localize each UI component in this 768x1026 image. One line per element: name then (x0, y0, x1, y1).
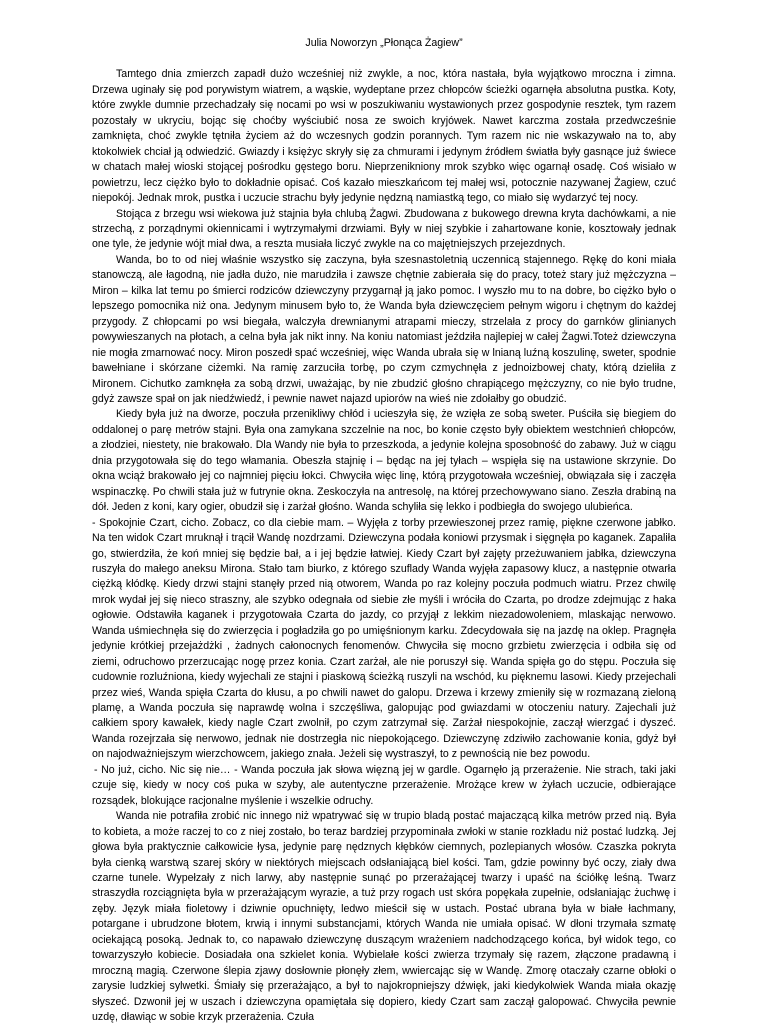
document-page (92, 36, 676, 1026)
paragraph-4: Kiedy była już na dworze, poczuła przenikliwy chłód i ucieszyła się, że wzięła ze sobą sweter. Puściła się biegiem do oddalonej o parę metrów stajni. Była ona zamykana szczelnie na noc, bo konie często były obiektem westchnień chłopców, a złodziei, niestety, nie brakowało. Dla Wandy nie była to przeszkoda, a jedynie kolejna sposobność do zabawy. Już w ciągu dnia przygotowała się do tego włamania. Obeszła stajnię i – będąc na jej tyłach – wspięła się na ustawione skrzynie. Do okna wciąż brakowało jej co najmniej pięciu łokci. Chwyciła więc linę, którą przygotowała wcześniej, obwiązała się i zaczęła wspinaczkę. Po chwili stała już w futrynie okna. Zeskoczyła na antresolę, na której przechowywano siano. Zeszła drabiną na dół. Jeden z koni, kary ogier, obudził się i zarżał głośno. Wanda schyliła się lekko i podbiegła do swojego ulubieńca. (92, 408, 676, 514)
paragraph-1: Tamtego dnia zmierzch zapadł dużo wcześniej niż zwykle, a noc, która nastała, była wyjątkowo mroczna i zimna. Drzewa uginały się pod porywistym wiatrem, a wąskie, wydeptane przez chłopców ścieżki ogarnęła absolutna pustka. Koty, które zwykle dumnie przechadzały się nocami po wsi w poszukiwaniu wystawionych przez gospodynie resztek, tym razem pozostały w ukryciu, bojąc się choćby wyściubić nosa ze swoich kryjówek. Nawet karczma została przedwcześnie zamknięta, choć zwykle tętniła życiem aż do wczesnych godzin porannych. Tym razem nic nie wskazywało na to, aby ktokolwiek chciał ją odwiedzić. Gwiazdy i księżyc skryły się za chmurami i jedynym źródłem światła były gasnące już świece w chatach małej wioski stojącej pośrodku gęstego boru. Nieprzenikniony mrok szybko więc ogarnął osadę. Coś wisiało w powietrzu, lecz ciężko było to dokładnie opisać. Coś kazało mieszkańcom tej małej wsi, potocznie nazywanej Żagiew, czuć niepokój. Jednak mrok, pustka i uczucie strachu były jedynie nędzną namiastką tego, co miało się wydarzyć tej nocy. (92, 68, 676, 205)
paragraph-7: Wanda nie potrafiła zrobić nic innego niż wpatrywać się w trupio bladą postać majaczącą kilka metrów przed nią. Była to kobieta, a może raczej to co z niej zostało, bo teraz bardziej przypominała zwłoki w stanie rozkładu niż postać ludzką. Jej głowa była praktycznie całkowicie łysa, jedynie parę nędznych kłębków ciemnych, pozlepianych włosów. Czaszka pokryta była cienką warstwą szarej skóry w niektórych miejscach odsłaniającą biel kości. Tam, gdzie powinny być oczy, ziały dwa czarne tunele. Wypełzały z nich larwy, aby następnie sunąć po przerażającej twarzy i upaść na ściółkę leśną. Twarz straszydła rozciągnięta była w przerażającym wyrazie, a tuż przy rogach ust skóra popękała zupełnie, odsłaniając żuchwę i zęby. Język miała fioletowy i dziwnie opuchnięty, ledwo mieścił się w ustach. Postać ubrana była w białe łachmany, potargane i ubrudzone błotem, krwią i innymi substancjami, których Wanda nie umiała opisać. W dłoni trzymała szmatę ociekającą posoką. Jednak to, co napawało dziewczynę duszącym wrażeniem nadchodzącego końca, był widok tego, co towarzyszyło kobiecie. Dosiadała ona szkielet konia. Wybielałe kości zwierza trzymały się razem, złączone pradawną i mroczną magią. Czerwone ślepia zjawy dosłownie płonęły złem, wwiercając się w Wandę. Zmorę otaczały czarne obłoki o zarysie ludzkiej sylwetki. Śmiały się przerażająco, a był to najokropniejszy dźwięk, jaki kiedykolwiek Wanda miała okazję słyszeć. Dzwonił jej w uszach i dziewczyna opamiętała się dopiero, kiedy Czart sam zaczął galopować. Chwyciła pewnie uzdę, dławiąc w sobie krzyk przerażenia. Czuła (92, 810, 676, 1024)
paragraph-5-dialogue: - Spokojnie Czart, cicho. Zobacz, co dla ciebie mam. – Wyjęła z torby przewieszonej przez ramię, piękne czerwone jabłko. Na ten widok Czart mruknął i trącił Wandę nozdrzami. Dziewczyna podała koniowi przysmak i sięgnęła po kaganek. Zapaliła go, stwierdziła, że koń mniej się będzie bał, a i jej będzie łatwiej. Kiedy Czart był zajęty przeżuwaniem jabłka, dziewczyna ruszyła do małego aneksu Mirona. Stało tam biurko, z którego szuflady Wanda wyjęła zapasowy klucz, a następnie otwarła ciężką kłódkę. Kiedy drzwi stajni stanęły przed nią otworem, Wanda po raz kolejny poczuła podmuch wiatru. Przez chwilę mrok wydał jej się nieco straszny, ale szybko odegnała od siebie złe myśli i wróciła do Czarta, po drodze zdejmując z haka ogłowie. Odstawiła kaganek i przygotowała Czarta do jazdy, co przyjął z lekkim niezadowoleniem, mlaskając nerwowo. Wanda uśmiechnęła się do zwierzęcia i pogładziła go po umięśnionym karku. Zdecydowała się na jazdę na oklep. Pragnęła jedynie krótkiej przejażdżki , żadnych całonocnych fenomenów. Chwyciła się mocno grzbietu zwierzęcia i odbiła się od ziemi, odruchowo przerzucając nogę przez konia. Czart zarżał, ale nie poruszył się. Wanda spięła go do stępu. Poczuła się cudownie rozluźniona, kiedy wyjechali ze stajni i piaskową ścieżką ruszyli na wschód, ku pięknemu lasowi. Kiedy przejechali przez wieś, Wanda spięła Czarta do kłusu, a po chwili nawet do galopu. Drzewa i krzewy zmieniły się w rozmazaną zieloną plamę, a Wanda poczuła się naprawdę wolna i szczęśliwa, galopując pod gwiazdami w otoczeniu natury. Zajechali już całkiem spory kawałek, kiedy nagle Czart zwolnił, po czym zatrzymał się. Zarżał niespokojnie, zaczął wierzgać i dyszeć. Wanda rozejrzała się nerwowo, jednak nie dostrzegła nic niepokojącego. Dziewczynę zdziwiło zachowanie konia, gdyż był on najodważniejszym wierzchowcem, jakiego znała. Jeżeli się wystraszył, to z pewnością nie bez powodu. (92, 516, 676, 761)
paragraph-2: Stojąca z brzegu wsi wiekowa już stajnia była chlubą Żagwi. Zbudowana z bukowego drewna kryta dachówkami, a nie strzechą, z porządnymi okiennicami i wytrzymałymi drzwiami. Były w niej szybkie i zahartowane konie, kosztowały jednak one tyle, że jedynie wójt miał dwa, a reszta musiała liczyć zwykle na co majętniejszych przejezdnych. (92, 207, 676, 251)
paragraph-6-dialogue: - No już, cicho. Nic się nie… - Wanda poczuła jak słowa więzną jej w gardle. Ogarnęło ją przerażenie. Nie strach, taki jaki czuje się, kiedy w nocy coś puka w szyby, ale autentyczne przerażenie. Mrożące krew w żyłach uczucie, odbierające rozsądek, blokujące racjonalne myślenie i wszelkie odruchy. (92, 763, 676, 807)
document-title: Julia Noworzyn „Płonąca Żagiew” (305, 37, 463, 49)
paragraph-3: Wanda, bo to od niej właśnie wszystko się zaczyna, była szesnastoletnią uczennicą stajennego. Rękę do koni miała stanowczą, ale łagodną, nie jadła dużo, nie marudziła i zawsze chętnie zabierała się do pracy, toteż stary już mężczyzna – Miron – kilka lat temu po śmierci rodziców dziewczyny przygarnął ją jako pomoc. I wyszło mu to na dobre, bo ciężko było o lepszego pomocnika niż ona. Jedynym minusem było to, że Wanda była dziewczęciem pełnym wigoru i chętnym do każdej przygody. Z chłopcami po wsi biegała, walczyła drewnianymi atrapami mieczy, strzelała z procy do garnków glinianych powywieszanych na płotach, a celna była jak nikt inny. Na koniu natomiast jeździła najlepiej w całej Żagwi.Toteż dziewczyna nie mogła zmarnować nocy. Miron poszedł spać wcześniej, więc Wanda ubrała się w lnianą luźną koszulinę, sweter, spodnie bawełniane i skórzane ciżemki. Na ramię zarzuciła torbę, po czym czmychnęła z jednoizbowej chaty, którą dzieliła z Mironem. Cichutko zamknęła za sobą drzwi, uważając, by nie zbudzić głośno chrapiącego mężczyzny, co nie było trudne, gdyż zawsze spał on jak niedźwiedź, i pewnie nawet najazd upiorów na wieś nie zdołałby go obudzić. (92, 253, 676, 405)
